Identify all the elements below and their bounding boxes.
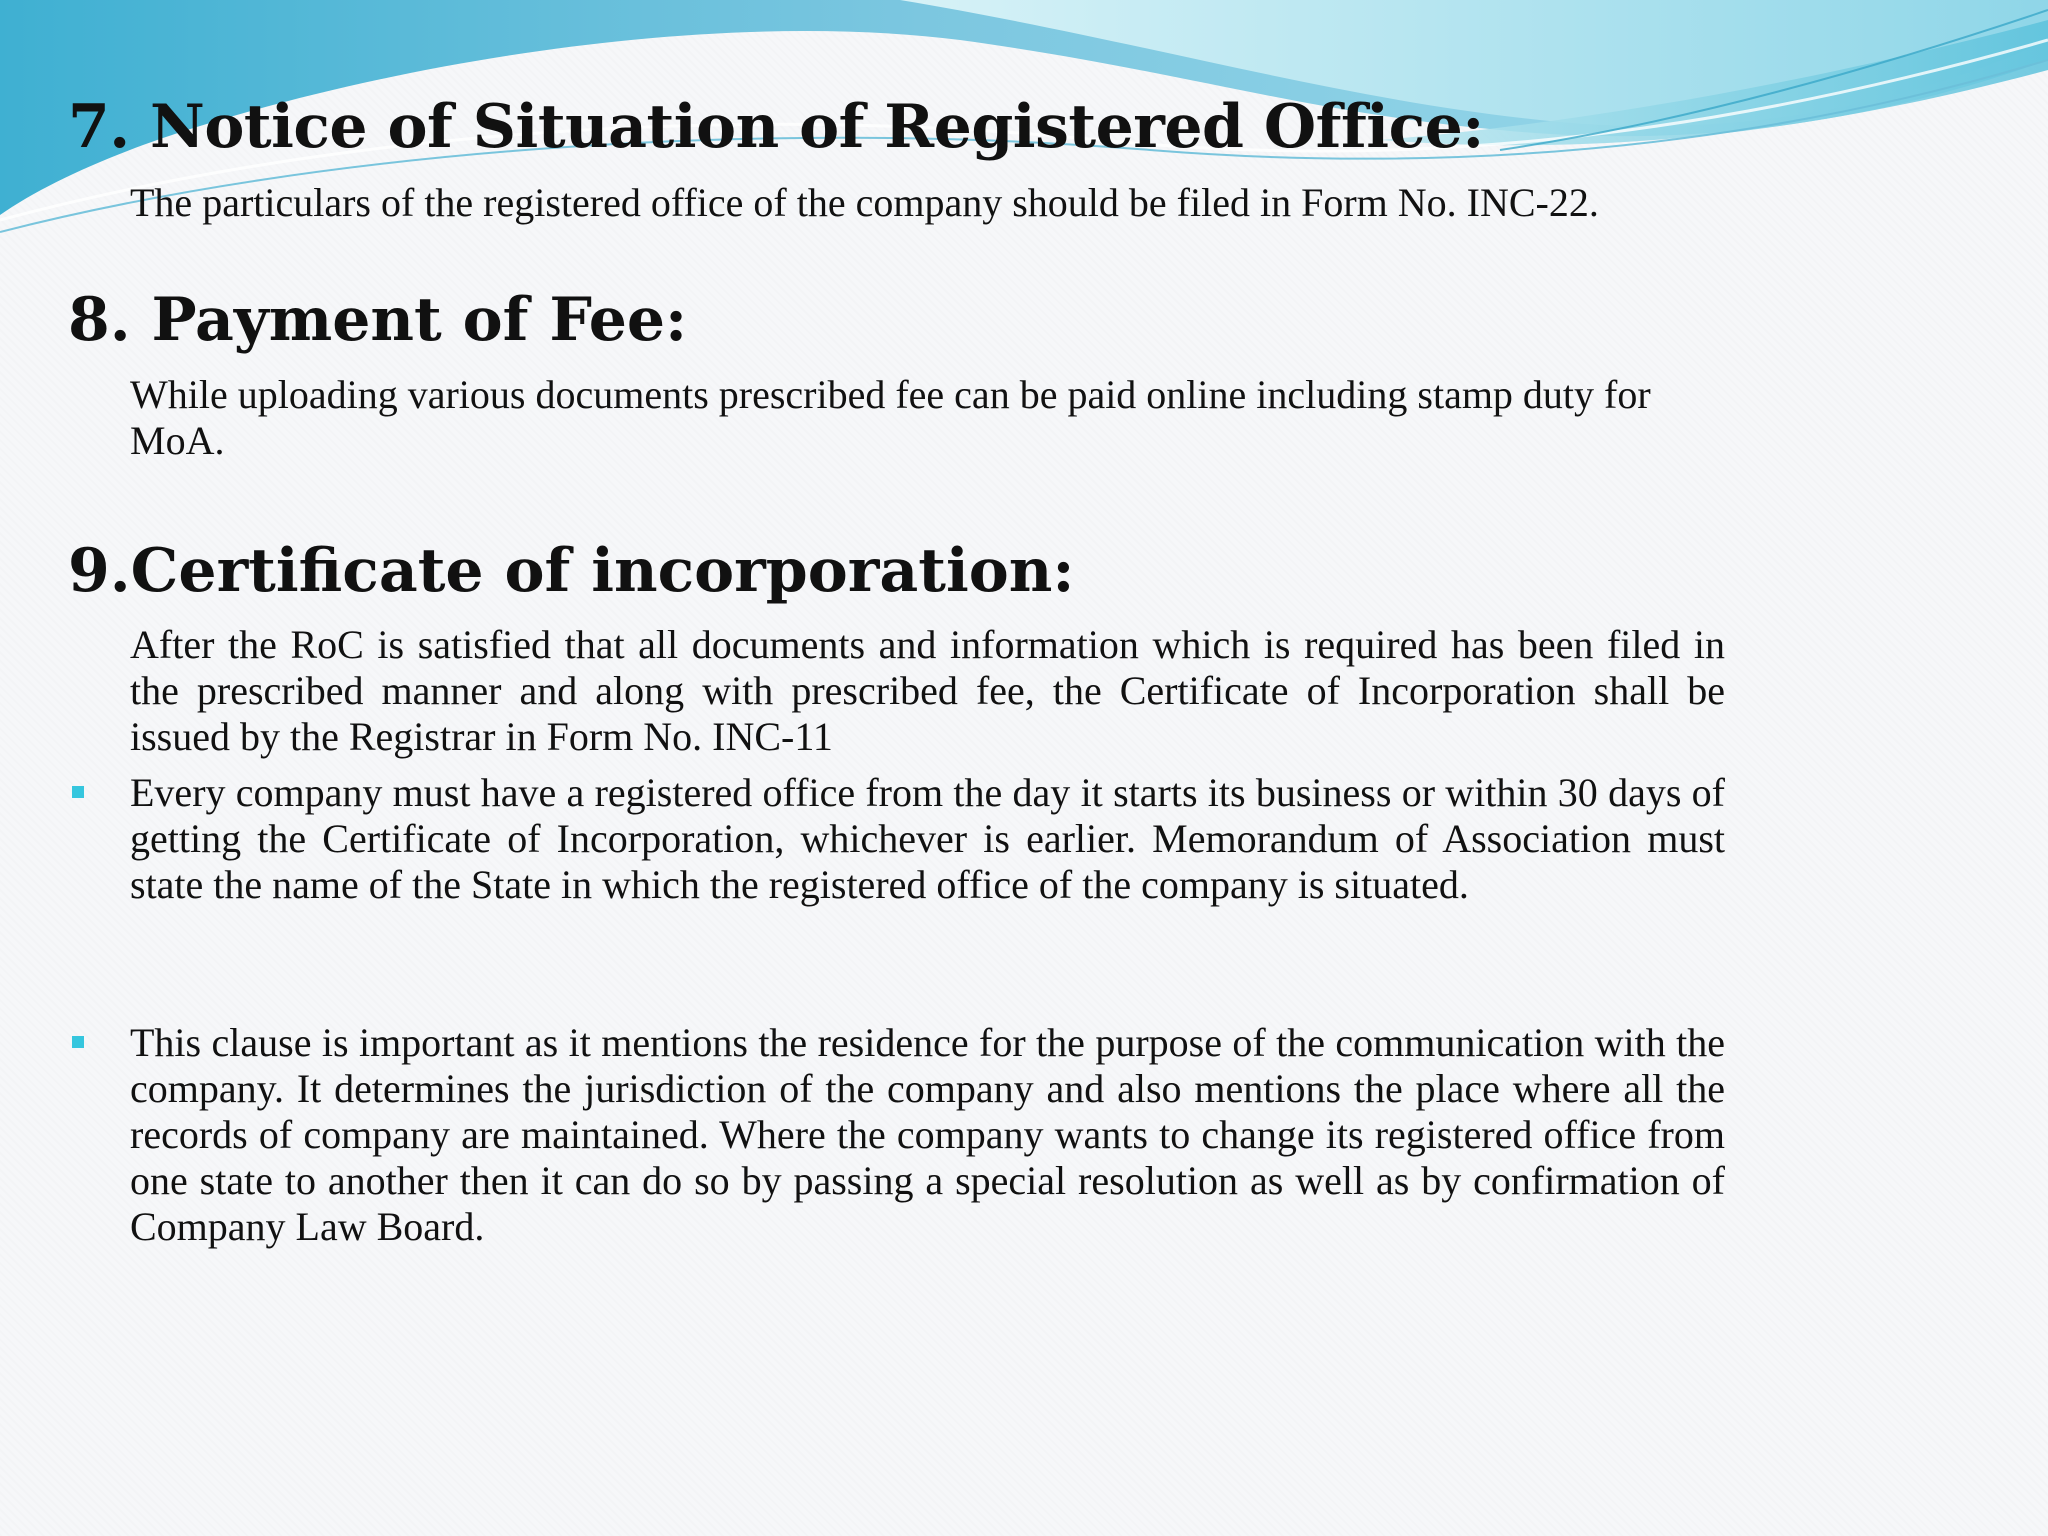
section-9-heading: 9.Certificate of incorporation: xyxy=(68,536,1075,606)
bullet-square-icon xyxy=(72,786,84,798)
section-7-body: The particulars of the registered office of the company should be filed in Form No. INC-22. xyxy=(130,180,1599,225)
bullet-square-icon xyxy=(72,1036,84,1048)
section-8-body: While uploading various documents prescribed fee can be paid online including stamp duty for MoA. xyxy=(130,372,1651,463)
section-8-heading: 8. Payment of Fee: xyxy=(68,285,688,355)
section-9-bullet-1: Every company must have a registered office from the day it starts its business or within 30 days of getting the Certificate of Incorporation, whichever is earlier. Memorandum of Association must state the name of the State in which the registered office of the company is situated. xyxy=(130,770,1725,907)
section-7-heading: 7. Notice of Situation of Registered Office: xyxy=(68,92,1484,162)
section-9-bullet-2: This clause is important as it mentions the residence for the purpose of the communication with the company. It determines the jurisdiction of the company and also mentions the place where all the records of company are maintained. Where the company wants to change its registered office from one state to another then it can do so by passing a special resolution as well as by confirmation of Company Law Board. xyxy=(130,1020,1725,1249)
section-9-body: After the RoC is satisfied that all documents and information which is required has been filed in the prescribed manner and along with prescribed fee, the Certificate of Incorporation shall be issued by the Registrar in Form No. INC-11 xyxy=(130,622,1725,759)
